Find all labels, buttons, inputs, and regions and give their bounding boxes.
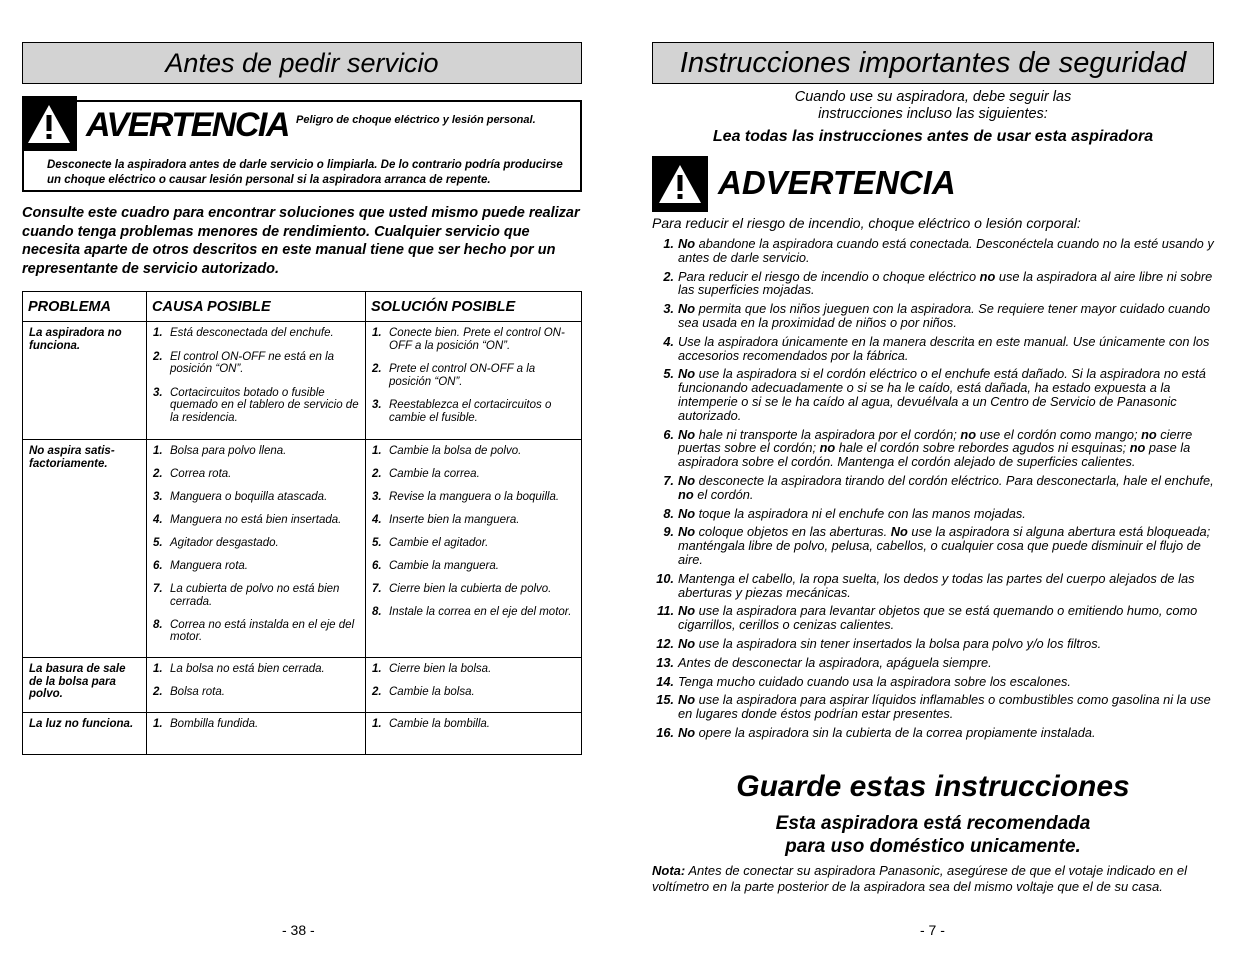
item-number: 1. <box>153 445 163 457</box>
item-number: 6. <box>372 560 382 572</box>
list-item <box>372 514 575 527</box>
item-number: 3. <box>372 399 382 411</box>
problem-cell: La basura de sale de la bolsa para polvo. <box>23 658 147 712</box>
item-text: El control ON-OFF ne está en la posición “ON”. <box>170 350 335 375</box>
safety-item-text: No use la aspiradora para aspirar líquidos inflamables o combustibles como gasolina ni la use en lugares donde éstos podrían estar presentes. <box>678 692 1211 722</box>
list-item <box>372 399 575 424</box>
cause-cell <box>147 322 366 439</box>
safety-item-text: No abandone la aspiradora cuando está conectada. Desconéctela cuando no la esté usando y antes de darle servicio. <box>678 236 1214 265</box>
item-text: La cubierta de polvo no está bien cerrada. <box>170 583 340 608</box>
item-number: 2. <box>372 363 382 375</box>
safety-item <box>652 675 1214 689</box>
item-text: Cambie la bolsa de polvo. <box>389 445 522 457</box>
item-number: 7. <box>372 583 382 595</box>
safety-item-number: 9. <box>663 524 674 540</box>
item-text: Revise la manguera o la boquilla. <box>389 491 560 503</box>
safety-item-text: Para reducir el riesgo de incendio o choque eléctrico no use la aspiradora al aire libre ni sobre las superficies mojadas. <box>678 268 1213 298</box>
item-text: Inserte bien la manguera. <box>389 514 520 526</box>
problem-cell: No aspira satis-factoriamente. <box>23 440 147 657</box>
domestic-line-2: para uso doméstico unicamente. <box>785 836 1081 857</box>
item-text: Bombilla fundida. <box>170 718 259 730</box>
item-number: 3. <box>153 491 163 503</box>
header-problema: PROBLEMA <box>23 292 147 321</box>
item-text: Cierre bien la cubierta de polvo. <box>389 583 552 595</box>
item-text: Manguera o boquilla atascada. <box>170 491 328 503</box>
page-number-right: - 7 - <box>920 922 945 938</box>
keep-instructions-heading: Guarde estas instrucciones <box>736 770 1130 803</box>
safety-item-text: Mantenga el cabello, la ropa suelta, los dedos y todas las partes del cuerpo alejados de las aberturas y piezas mecánicas. <box>678 570 1195 600</box>
safety-item-number: 7. <box>663 472 674 488</box>
list-item <box>153 468 360 481</box>
item-text: Cambie la bombilla. <box>389 718 490 730</box>
safety-item-text: Use la aspiradora únicamente en la manera descrita en este manual. Use únicamente con los accesorios recomendados por la fábrica. <box>678 333 1210 363</box>
list-item <box>153 619 360 644</box>
subtitle-line-1: Cuando use su aspiradora, debe seguir las <box>794 89 1072 105</box>
item-text: Correa rota. <box>170 468 232 480</box>
safety-item <box>652 474 1214 502</box>
safety-item-text: No hale ni transporte la aspiradora por el cordón; no use el cordón como mango; no cierre puertas sobre el cordón; no hale el cordón sobre rebordes agudos ni esquinas; no pase la aspiradora sobre el cordón. Mantenga el cordón alejado de superficies calientes. <box>678 426 1193 470</box>
item-number: 1. <box>372 327 382 339</box>
page-number-left: - 38 - <box>282 922 315 938</box>
safety-item-number: 6. <box>663 426 674 442</box>
item-number: 8. <box>372 606 382 618</box>
safety-item <box>652 637 1214 651</box>
item-number: 8. <box>153 618 163 631</box>
safety-item-number: 10. <box>656 570 674 586</box>
subtitle-line-2: instrucciones incluso las siguientes: <box>818 106 1048 122</box>
warning-icon <box>22 96 77 151</box>
list-item <box>153 663 360 676</box>
safety-item-number: 2. <box>663 268 674 284</box>
safety-item <box>652 335 1214 363</box>
list-item <box>372 491 575 504</box>
list-item <box>372 560 575 573</box>
safety-item <box>652 604 1214 632</box>
list-item <box>153 686 360 699</box>
item-number: 3. <box>153 386 163 399</box>
item-text: Correa no está instalda en el eje del motor. <box>170 618 355 643</box>
cause-cell <box>147 440 366 657</box>
solution-cell <box>366 658 580 712</box>
safety-item-number: 13. <box>656 654 674 670</box>
list-item <box>372 583 575 596</box>
safety-item-number: 11. <box>657 603 674 619</box>
item-text: Cierre bien la bolsa. <box>389 663 492 675</box>
item-text: Reestablezca el cortacircuitos o cambie el fusible. <box>389 399 552 424</box>
item-text: Cambie la correa. <box>389 468 480 480</box>
item-text: Prete el control ON-OFF a la posición “ON”. <box>389 363 536 388</box>
item-text: Cambie la bolsa. <box>389 686 475 698</box>
solution-cell <box>366 322 580 439</box>
safety-item <box>652 572 1214 600</box>
item-number: 6. <box>153 560 163 572</box>
avertencia-box <box>22 100 582 192</box>
item-text: Bolsa rota. <box>170 686 225 698</box>
item-number: 2. <box>153 350 163 363</box>
list-item <box>372 445 575 458</box>
safety-item <box>652 507 1214 521</box>
item-number: 1. <box>372 445 382 457</box>
solution-cell <box>366 440 580 657</box>
table-row <box>23 440 581 658</box>
domestic-use-notice <box>652 812 1214 858</box>
item-number: 1. <box>372 663 382 675</box>
item-number: 4. <box>153 514 163 526</box>
safety-item-number: 3. <box>663 301 674 317</box>
list-item <box>372 468 575 481</box>
item-number: 2. <box>153 468 163 480</box>
note-label: Nota: <box>652 863 686 878</box>
safety-item-text: No opere la aspiradora sin la cubierta de la correa propiamente instalada. <box>678 724 1096 740</box>
safety-item-number: 5. <box>663 366 674 382</box>
header-causa: CAUSA POSIBLE <box>147 292 366 321</box>
safety-item-text: No use la aspiradora sin tener insertados la bolsa para polvo y/o los filtros. <box>678 635 1102 651</box>
item-number: 4. <box>372 514 382 526</box>
item-text: Manguera rota. <box>170 560 248 572</box>
list-item <box>372 363 575 388</box>
item-number: 5. <box>372 537 382 549</box>
safety-item-number: 16. <box>656 724 674 740</box>
page-title-right: Instrucciones importantes de seguridad <box>652 42 1214 84</box>
item-number: 2. <box>153 686 163 698</box>
item-text: Cambie el agitador. <box>389 537 489 549</box>
item-number: 5. <box>153 537 163 549</box>
item-text: Conecte bien. Prete el control ON-OFF a la posición “ON”. <box>389 327 565 352</box>
safety-item-number: 1. <box>663 236 674 251</box>
list-item <box>153 537 360 550</box>
list-item <box>372 718 575 731</box>
item-number: 1. <box>153 718 163 730</box>
table-row <box>23 322 581 440</box>
header-solucion: SOLUCIÓN POSIBLE <box>371 299 516 315</box>
safety-item-number: 15. <box>656 692 674 708</box>
voltage-note <box>652 863 1214 895</box>
safety-item-number: 4. <box>663 333 674 349</box>
intro-paragraph: Consulte este cuadro para encontrar soluciones que usted mismo puede realizar cuando tenga problemas menores de rendimiento. Cualquier servicio que necesita aparte de otros descritos en este manual tiene que ser hecho por un representante de servicio autorizado. <box>22 205 580 277</box>
safety-item <box>652 428 1214 469</box>
item-number: 2. <box>372 686 382 698</box>
safety-item <box>652 367 1214 422</box>
safety-item-text: No desconecte la aspiradora tirando del cordón eléctrico. Para desconectarla, hale el enchufe, no el cordón. <box>678 472 1214 502</box>
table-row <box>23 658 581 713</box>
item-text: Está desconectada del enchufe. <box>170 327 334 339</box>
list-item <box>153 583 360 608</box>
list-item <box>153 560 360 573</box>
safety-item-text: Tenga mucho cuidado cuando usa la aspiradora sobre los escalones. <box>678 673 1071 689</box>
list-item <box>372 537 575 550</box>
safety-item <box>652 525 1214 566</box>
item-text: Cambie la manguera. <box>389 560 499 572</box>
domestic-line-1: Esta aspiradora está recomendada <box>775 813 1091 834</box>
safety-item <box>652 302 1214 330</box>
item-number: 1. <box>153 663 163 675</box>
avertencia-title: AVERTENCIA <box>86 106 289 144</box>
list-item <box>153 351 360 376</box>
item-text: La bolsa no está bien cerrada. <box>170 663 325 675</box>
warning-icon <box>652 156 708 212</box>
item-text: Bolsa para polvo llena. <box>170 445 287 457</box>
item-number: 7. <box>153 583 163 595</box>
list-item <box>153 718 360 731</box>
solution-cell <box>366 713 580 754</box>
item-text: Agitador desgastado. <box>170 537 279 549</box>
safety-instructions-list <box>652 237 1214 745</box>
lead-line: Lea todas las instrucciones antes de usar esta aspiradora <box>712 128 1154 145</box>
safety-item-text: Antes de desconectar la aspiradora, apáguela siempre. <box>678 654 992 670</box>
table-row <box>23 713 581 754</box>
list-item <box>153 327 360 340</box>
list-item <box>153 514 360 527</box>
cause-cell <box>147 713 366 754</box>
list-item <box>372 606 575 619</box>
avertencia-text: Desconecte la aspiradora antes de darle servicio o limpiarla. De lo contrario podría producirse un choque eléctrico o causar lesión personal si la aspiradora arranca de repente. <box>47 159 563 186</box>
list-item <box>372 663 575 676</box>
safety-item <box>652 726 1214 740</box>
safety-item <box>652 656 1214 670</box>
safety-item-text: No use la aspiradora para levantar objetos que se está quemando o emitiendo humo, como cigarrillos, cerillos o cenizas calientes. <box>678 603 1198 633</box>
safety-item-number: 8. <box>663 505 674 521</box>
reduce-risk-text: Para reducir el riesgo de incendio, choque eléctrico o lesión corporal: <box>652 215 1081 231</box>
list-item <box>153 387 360 425</box>
safety-item-text: No use la aspiradora si el cordón eléctrico o el enchufe está dañado. Si la aspiradora no está funcionando adecuadamente o si se ha le caído, está dañada, ha estado expuesta a la intemperie o si se le ha caído al agua, devuélvala a un Centro de Servicio de Panasonic autorizado. <box>678 366 1206 423</box>
item-text: Cortacircuitos botado o fusible quemado en el tablero de servicio de la residencia. <box>170 386 359 424</box>
safety-item-text: No toque la aspiradora ni el enchufe con las manos mojadas. <box>678 505 1026 521</box>
item-number: 3. <box>372 491 382 503</box>
item-text: Instale la correa en el eje del motor. <box>389 606 572 618</box>
list-item <box>153 445 360 458</box>
safety-item <box>652 270 1214 298</box>
item-number: 1. <box>372 718 382 730</box>
safety-item <box>652 237 1214 265</box>
safety-item-number: 12. <box>656 635 674 651</box>
list-item <box>372 686 575 699</box>
troubleshooting-table <box>22 291 582 755</box>
intro-subtitle <box>652 89 1214 123</box>
problem-cell: La aspiradora no funciona. <box>23 322 147 439</box>
note-text: Antes de conectar su aspiradora Panasonic, asegúrese de que el votaje indicado en el voltímetro en la parte posterior de la aspiradora sea del mismo voltaje que el de su casa. <box>652 863 1188 894</box>
safety-item-text: No permita que los niños jueguen con la aspiradora. Se requiere tener mayor cuidado cuando sea usada en la proximidad de niños o por niños. <box>678 301 1211 330</box>
list-item <box>153 491 360 504</box>
item-number: 2. <box>372 468 382 480</box>
advertencia-title: ADVERTENCIA <box>718 164 956 201</box>
safety-item-number: 14. <box>656 673 674 689</box>
item-text: Manguera no está bien insertada. <box>170 514 342 526</box>
avertencia-subtitle: Peligro de choque eléctrico y lesión personal. <box>296 114 536 126</box>
table-header <box>23 292 581 322</box>
safety-item-text: No coloque objetos en las aberturas. No use la aspiradora si alguna abertura está bloqueada; manténgala libre de polvo, pelusa, cabellos, o cualquier cosa que puede disminuir el flujo de aire. <box>678 524 1211 567</box>
page-title-left: Antes de pedir servicio <box>22 42 582 84</box>
list-item <box>372 327 575 352</box>
safety-item <box>652 693 1214 721</box>
cause-cell <box>147 658 366 712</box>
item-number: 1. <box>153 327 163 339</box>
problem-cell: La luz no funciona. <box>23 713 147 754</box>
